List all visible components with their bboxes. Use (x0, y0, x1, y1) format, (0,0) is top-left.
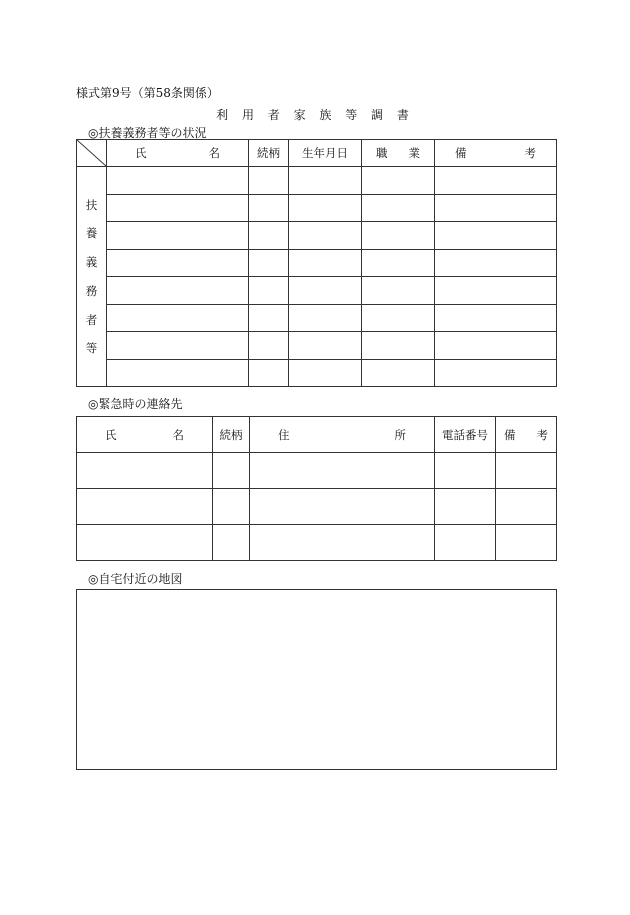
header-remarks: 備 考 (496, 417, 557, 453)
dependent-occupation-cell[interactable] (362, 167, 435, 195)
side-label-char: 扶 (85, 197, 98, 212)
dependent-remarks-cell[interactable] (435, 277, 557, 305)
dependent-remarks-cell[interactable] (435, 167, 557, 195)
dependents-side-label (77, 167, 107, 387)
emergency-row (77, 489, 557, 525)
emergency-remarks-cell[interactable] (496, 453, 557, 489)
dependent-row (77, 359, 557, 387)
emergency-remarks-cell[interactable] (496, 489, 557, 525)
header-remarks: 備 考 (435, 140, 557, 167)
dependent-row (77, 277, 557, 305)
dependent-birthdate-cell[interactable] (289, 222, 362, 250)
dependent-row (77, 167, 557, 195)
emergency-name-cell[interactable] (77, 525, 213, 561)
emergency-address-cell[interactable] (250, 489, 435, 525)
dependent-relation-cell[interactable] (249, 332, 289, 360)
dependent-remarks-cell[interactable] (435, 194, 557, 222)
dependent-relation-cell[interactable] (249, 249, 289, 277)
emergency-row (77, 525, 557, 561)
dependent-remarks-cell[interactable] (435, 304, 557, 332)
dependent-row (77, 332, 557, 360)
dependent-relation-cell[interactable] (249, 222, 289, 250)
dependent-row (77, 249, 557, 277)
dependent-remarks-cell[interactable] (435, 359, 557, 387)
home-map-area[interactable] (76, 589, 557, 770)
dependents-body (77, 167, 557, 387)
section2-heading: ◎緊急時の連絡先 (88, 397, 183, 411)
dependent-row (77, 194, 557, 222)
emergency-relation-cell[interactable] (213, 525, 250, 561)
dependent-birthdate-cell[interactable] (289, 304, 362, 332)
side-label-char: 務 (85, 283, 98, 298)
emergency-phone-cell[interactable] (435, 525, 496, 561)
dependent-occupation-cell[interactable] (362, 194, 435, 222)
dependent-name-cell[interactable] (107, 277, 249, 305)
dependent-occupation-cell[interactable] (362, 222, 435, 250)
dependent-relation-cell[interactable] (249, 194, 289, 222)
dependent-name-cell[interactable] (107, 222, 249, 250)
emergency-name-cell[interactable] (77, 453, 213, 489)
header-diagonal-cell (77, 140, 107, 167)
dependent-name-cell[interactable] (107, 249, 249, 277)
dependent-birthdate-cell[interactable] (289, 359, 362, 387)
emergency-row (77, 453, 557, 489)
emergency-body (77, 453, 557, 561)
dependent-row (77, 304, 557, 332)
header-occupation: 職 業 (362, 140, 435, 167)
dependent-birthdate-cell[interactable] (289, 277, 362, 305)
dependent-occupation-cell[interactable] (362, 277, 435, 305)
header-address: 住 所 (250, 417, 435, 453)
emergency-address-cell[interactable] (250, 453, 435, 489)
emergency-remarks-cell[interactable] (496, 525, 557, 561)
header-relation: 続柄 (249, 140, 289, 167)
dependent-birthdate-cell[interactable] (289, 249, 362, 277)
dependent-name-cell[interactable] (107, 167, 249, 195)
dependent-occupation-cell[interactable] (362, 359, 435, 387)
section1-heading: ◎扶養義務者等の状況 (88, 126, 207, 140)
dependent-relation-cell[interactable] (249, 304, 289, 332)
emergency-contact-table (76, 416, 557, 561)
header-phone: 電話番号 (435, 417, 496, 453)
dependent-remarks-cell[interactable] (435, 249, 557, 277)
dependent-row (77, 222, 557, 250)
emergency-phone-cell[interactable] (435, 453, 496, 489)
dependent-name-cell[interactable] (107, 194, 249, 222)
emergency-name-cell[interactable] (77, 489, 213, 525)
dependent-occupation-cell[interactable] (362, 249, 435, 277)
header-name: 氏 名 (107, 140, 249, 167)
side-label-char: 義 (85, 255, 98, 270)
dependents-table (76, 139, 557, 387)
header-relation: 続柄 (213, 417, 250, 453)
dependent-relation-cell[interactable] (249, 277, 289, 305)
dependent-occupation-cell[interactable] (362, 332, 435, 360)
dependent-relation-cell[interactable] (249, 359, 289, 387)
side-label-char: 養 (85, 226, 98, 241)
header-birthdate: 生年月日 (289, 140, 362, 167)
dependent-birthdate-cell[interactable] (289, 332, 362, 360)
dependent-birthdate-cell[interactable] (289, 167, 362, 195)
side-label-char: 者 (85, 312, 98, 327)
dependent-name-cell[interactable] (107, 359, 249, 387)
dependent-name-cell[interactable] (107, 304, 249, 332)
document-title: 利 用 者 家 族 等 調 書 (216, 108, 414, 122)
section3-heading: ◎自宅付近の地図 (88, 572, 183, 586)
dependent-name-cell[interactable] (107, 332, 249, 360)
emergency-relation-cell[interactable] (213, 453, 250, 489)
dependents-header-row (77, 140, 557, 167)
dependent-relation-cell[interactable] (249, 167, 289, 195)
emergency-address-cell[interactable] (250, 525, 435, 561)
emergency-relation-cell[interactable] (213, 489, 250, 525)
dependent-birthdate-cell[interactable] (289, 194, 362, 222)
emergency-header-row (77, 417, 557, 453)
side-label-char: 等 (85, 341, 98, 356)
dependent-remarks-cell[interactable] (435, 222, 557, 250)
emergency-phone-cell[interactable] (435, 489, 496, 525)
dependent-occupation-cell[interactable] (362, 304, 435, 332)
form-number: 様式第9号（第58条関係） (76, 86, 219, 100)
dependent-remarks-cell[interactable] (435, 332, 557, 360)
header-name: 氏 名 (77, 417, 213, 453)
